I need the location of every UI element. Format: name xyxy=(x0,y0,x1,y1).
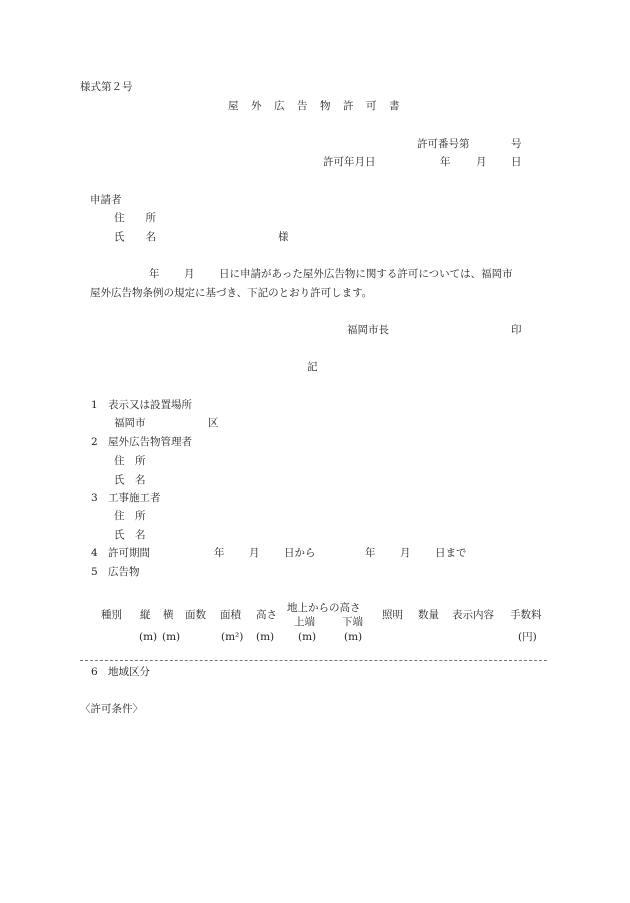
unit-area: (m²) xyxy=(221,631,244,643)
item6-label: 地域区分 xyxy=(108,666,150,678)
body-year: 年 xyxy=(149,268,160,280)
col-fee: 手数料 xyxy=(510,609,542,621)
permit-date-month: 月 xyxy=(476,156,487,168)
permit-conditions-heading: 〈許可条件〉 xyxy=(80,703,143,715)
item6-number: 6 xyxy=(91,666,98,678)
col-lower-end: 下端 xyxy=(342,616,363,628)
permit-date-day: 日 xyxy=(511,156,522,168)
ki-heading: 記 xyxy=(307,361,318,373)
permit-date-year: 年 xyxy=(440,156,451,168)
body-month: 月 xyxy=(184,268,195,280)
col-ground-height: 地上からの高さ xyxy=(287,602,361,614)
unit-lower-end: (m) xyxy=(344,631,363,643)
item5-number: 5 xyxy=(91,566,98,578)
item1-ward: 区 xyxy=(208,417,219,429)
item4-until-month: 月 xyxy=(400,547,411,559)
body-text-line2: 屋外広告物条例の規定に基づき、下記のとおり許可します。 xyxy=(90,287,373,299)
item1-number: 1 xyxy=(91,399,98,411)
issuer-seal: 印 xyxy=(511,324,522,336)
document-title: 屋 外 広 告 物 許 可 書 xyxy=(228,100,401,112)
issuer-name: 福岡市長 xyxy=(347,324,389,336)
applicant-honorific: 様 xyxy=(278,231,289,243)
applicant-heading: 申請者 xyxy=(90,194,122,206)
item5-label: 広告物 xyxy=(108,566,140,578)
item4-label: 許可期間 xyxy=(108,547,150,559)
col-lighting: 照明 xyxy=(382,609,403,621)
item4-from-month: 月 xyxy=(249,547,260,559)
applicant-address-label: 住 所 xyxy=(114,212,156,224)
col-height: 高さ xyxy=(256,609,277,621)
col-display-content: 表示内容 xyxy=(452,609,494,621)
col-vertical: 縦 xyxy=(140,609,151,621)
item3-label: 工事施工者 xyxy=(108,492,161,504)
item4-from-year: 年 xyxy=(214,547,225,559)
item3-name: 氏 名 xyxy=(114,529,146,541)
dashed-divider xyxy=(80,660,547,661)
item4-until: 日まで xyxy=(435,547,467,559)
unit-fee: (円) xyxy=(518,631,537,643)
permit-date-label: 許可年月日 xyxy=(323,156,376,168)
unit-height: (m) xyxy=(256,631,275,643)
item3-number: 3 xyxy=(91,492,98,504)
col-horizontal: 横 xyxy=(163,609,174,621)
item2-number: 2 xyxy=(91,436,98,448)
form-number: 様式第２号 xyxy=(80,81,133,93)
applicant-name-label: 氏 名 xyxy=(114,231,156,243)
col-upper-end: 上端 xyxy=(294,616,315,628)
col-kind: 種別 xyxy=(101,609,122,621)
item2-address: 住 所 xyxy=(114,455,146,467)
unit-upper-end: (m) xyxy=(298,631,317,643)
unit-horizontal: (m) xyxy=(162,631,181,643)
col-area: 面積 xyxy=(220,609,241,621)
col-quantity: 数量 xyxy=(418,609,439,621)
col-faces: 面数 xyxy=(185,609,206,621)
item1-city: 福岡市 xyxy=(114,417,146,429)
unit-vertical: (m) xyxy=(139,631,158,643)
item4-from: 日から xyxy=(284,547,316,559)
permit-number-suffix: 号 xyxy=(511,138,522,150)
item2-label: 屋外広告物管理者 xyxy=(108,436,192,448)
item3-address: 住 所 xyxy=(114,510,146,522)
item4-until-year: 年 xyxy=(365,547,376,559)
body-text-line1: 日に申請があった屋外広告物に関する許可については、福岡市 xyxy=(219,268,513,280)
permit-number-prefix: 許可番号第 xyxy=(417,138,470,150)
item4-number: 4 xyxy=(91,547,98,559)
item2-name: 氏 名 xyxy=(114,474,146,486)
item1-label: 表示又は設置場所 xyxy=(108,399,192,411)
